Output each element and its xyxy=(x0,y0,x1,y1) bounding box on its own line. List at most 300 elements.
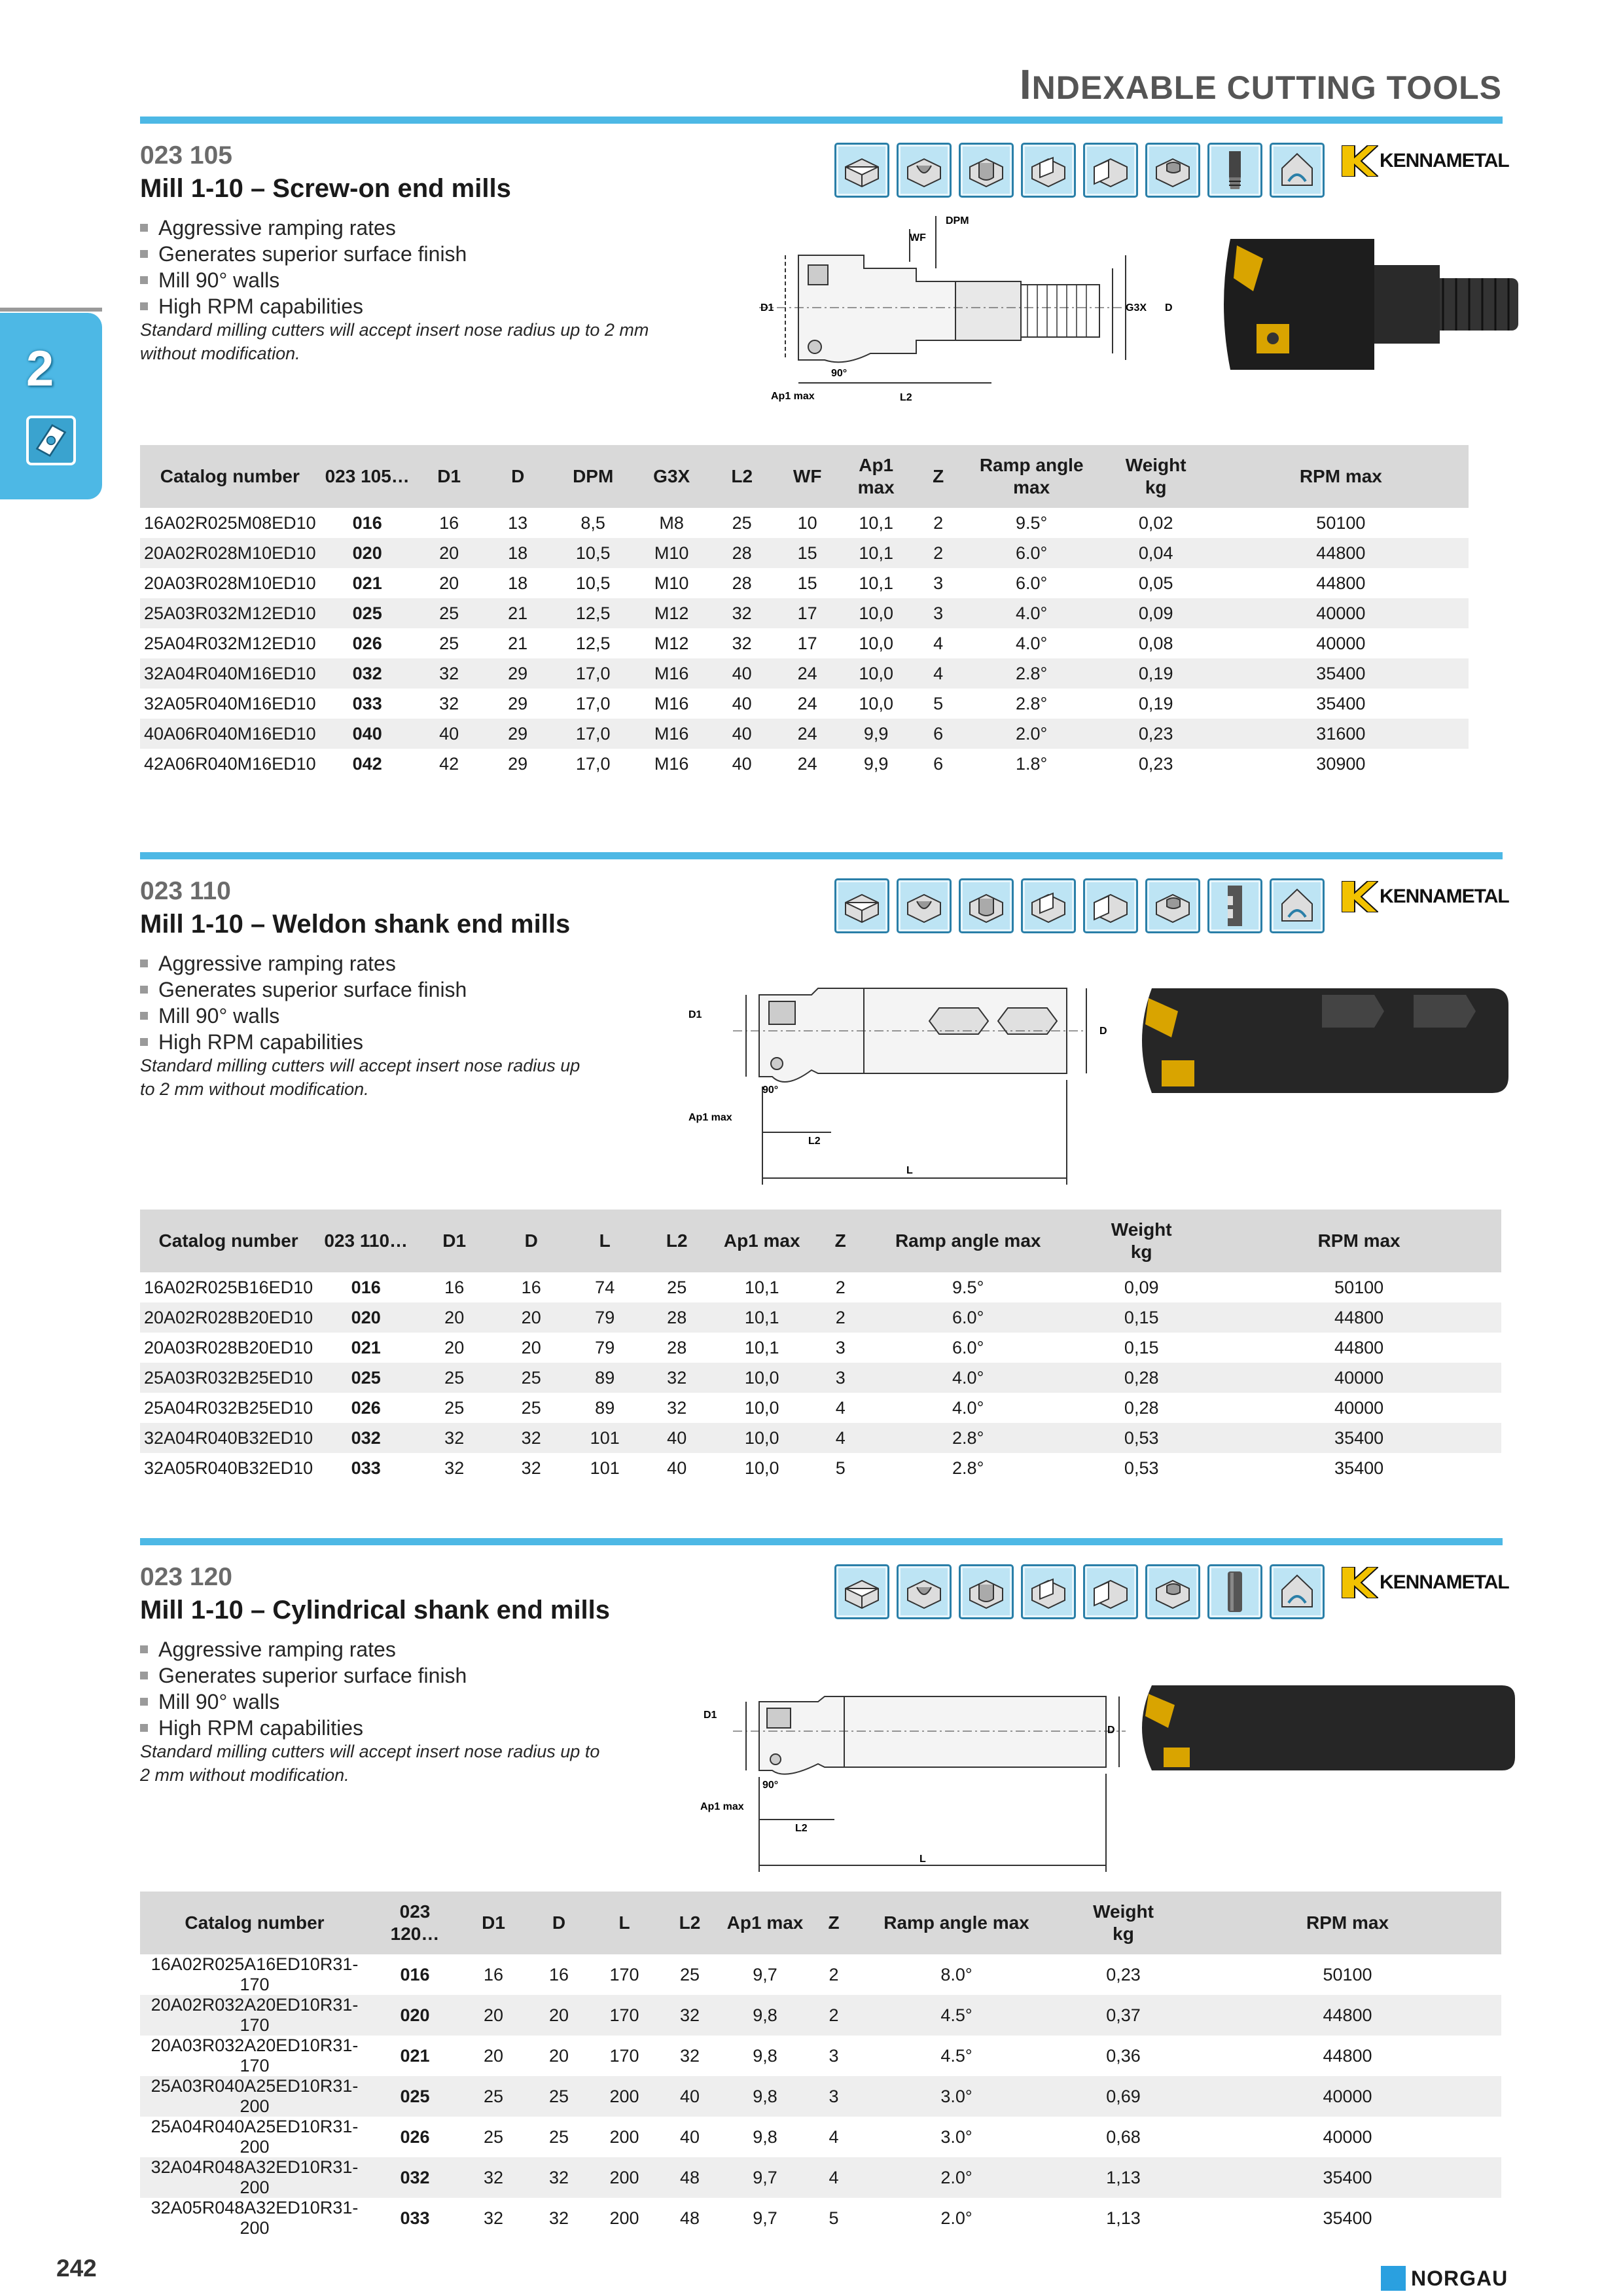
catalog-number-cell: 25A03R040A25ED10R31-200 xyxy=(140,2076,369,2117)
catalog-number-cell: 20A03R028B20ED10 xyxy=(144,1337,313,1357)
table-cell: 32 xyxy=(483,2208,504,2228)
table-cell: M12 xyxy=(654,633,689,653)
table-cell: 0,15 xyxy=(1124,1337,1159,1357)
order-code-cell: 021 xyxy=(352,573,382,593)
table-cell: 29 xyxy=(484,658,552,689)
table-cell: 4 xyxy=(829,2126,839,2147)
table-cell: 12,5 xyxy=(575,633,611,653)
order-code-cell: 042 xyxy=(352,753,382,774)
svg-text:90°: 90° xyxy=(762,1085,779,1096)
order-code-cell: 026 xyxy=(400,2126,430,2147)
table-cell: 9,8 xyxy=(722,1995,808,2036)
svg-text:L: L xyxy=(919,1854,926,1865)
table-cell: 2.8° xyxy=(1016,693,1048,713)
table-cell: 44800 xyxy=(1316,573,1366,593)
table-cell: 3 xyxy=(811,1363,870,1393)
table-cell: 16 xyxy=(444,1277,465,1297)
table-cell: 42 xyxy=(439,753,459,774)
table-cell: 0,28 xyxy=(1066,1363,1217,1393)
application-icons xyxy=(834,878,1325,933)
svg-text:L: L xyxy=(906,1165,913,1176)
face-milling-icon xyxy=(834,878,889,933)
table-row xyxy=(140,1995,1501,2036)
pocketing-icon xyxy=(897,1564,952,1619)
helical-icon xyxy=(1270,878,1325,933)
table-cell: 17 xyxy=(775,598,840,628)
table-cell: 10,0 xyxy=(859,693,893,713)
pocketing-icon xyxy=(897,143,952,198)
svg-text:L2: L2 xyxy=(795,1823,808,1834)
table-cell: 200 xyxy=(592,2076,657,2117)
table-cell: 25 xyxy=(461,2076,526,2117)
face-milling-icon xyxy=(834,143,889,198)
table-cell: 6.0° xyxy=(952,1337,984,1357)
table-cell: 24 xyxy=(797,693,817,713)
shoulder-icon xyxy=(1021,1564,1076,1619)
order-code-cell: 016 xyxy=(351,1277,381,1297)
t-slot-icon xyxy=(1083,878,1138,933)
table-cell: M16 xyxy=(634,719,709,749)
table-cell: 4 xyxy=(933,633,944,653)
table-cell: 9,9 xyxy=(840,719,912,749)
table-cell: 32 xyxy=(415,658,484,689)
table-row xyxy=(140,628,1469,658)
table-cell: 28 xyxy=(641,1302,713,1333)
table-cell: 9,8 xyxy=(722,2076,808,2117)
table-cell: 200 xyxy=(609,2208,639,2228)
table-cell: M16 xyxy=(654,753,689,774)
shoulder-icon xyxy=(1021,143,1076,198)
ramping-icon xyxy=(1145,143,1200,198)
table-cell: 0,69 xyxy=(1053,2076,1194,2117)
table-cell: 32 xyxy=(493,1423,569,1453)
table-cell: 101 xyxy=(590,1458,620,1478)
table-cell: 20 xyxy=(461,1995,526,2036)
table-cell: 25 xyxy=(493,1363,569,1393)
section-code: 023 105 xyxy=(140,141,232,170)
catalog-number-cell: 25A03R032M12ED10 xyxy=(140,598,320,628)
table-cell: 0,09 xyxy=(1124,1277,1159,1297)
table-cell: 0,37 xyxy=(1053,1995,1194,2036)
table-cell: 32 xyxy=(709,598,775,628)
table-cell: 2 xyxy=(829,1964,839,1984)
order-code-cell: 026 xyxy=(351,1397,381,1418)
table-cell: 48 xyxy=(679,2208,700,2228)
table-cell: M8 xyxy=(659,512,684,533)
table-cell: 6 xyxy=(933,753,944,774)
svg-text:Ap1 max: Ap1 max xyxy=(700,1801,744,1812)
table-cell: 200 xyxy=(609,2126,639,2147)
shoulder-icon xyxy=(1021,878,1076,933)
table-cell: 8,5 xyxy=(580,512,605,533)
slotting-icon xyxy=(959,1564,1014,1619)
table-cell: 15 xyxy=(797,573,817,593)
order-code-cell: 021 xyxy=(351,1337,381,1357)
order-code-cell: 026 xyxy=(352,633,382,653)
table-cell: 40 xyxy=(732,753,752,774)
table-cell: 20 xyxy=(415,538,484,568)
table-cell: 1,13 xyxy=(1106,2208,1141,2228)
table-cell: 40 xyxy=(641,1423,713,1453)
table-cell: 29 xyxy=(508,693,528,713)
table-cell: 40000 xyxy=(1194,2076,1501,2117)
table-cell: 35400 xyxy=(1334,1458,1384,1478)
table-cell: 24 xyxy=(775,719,840,749)
table-cell: 32 xyxy=(526,2157,592,2198)
table-cell: 101 xyxy=(569,1423,641,1453)
table-cell: 10,0 xyxy=(744,1458,779,1478)
table-cell: 0,19 xyxy=(1138,693,1173,713)
cylindrical-mill-photo xyxy=(1126,1676,1518,1780)
table-cell: 25 xyxy=(415,1363,493,1393)
table-cell: 21 xyxy=(484,598,552,628)
table-cell: 4 xyxy=(912,658,965,689)
svg-text:D: D xyxy=(1107,1725,1115,1736)
table-cell: 17,0 xyxy=(552,719,634,749)
table-cell: 2.0° xyxy=(940,2208,972,2228)
order-code-cell: 033 xyxy=(351,1458,381,1478)
table-row xyxy=(140,1393,1501,1423)
table-cell: 9.5° xyxy=(952,1277,984,1297)
weldon-shank-icon xyxy=(1207,878,1262,933)
table-cell: 5 xyxy=(835,1458,846,1478)
table-cell: 50100 xyxy=(1334,1277,1384,1297)
table-body xyxy=(140,508,1469,779)
table-cell: 32 xyxy=(444,1458,465,1478)
catalog-number-cell: 32A05R040M16ED10 xyxy=(144,693,316,713)
catalog-number-cell: 16A02R025M08ED10 xyxy=(144,512,316,533)
table-cell: 6.0° xyxy=(870,1302,1066,1333)
table-row xyxy=(140,1302,1501,1333)
chapter-number: 2 xyxy=(26,341,54,397)
table-cell: 0,19 xyxy=(1099,658,1213,689)
table-cell: 30900 xyxy=(1316,753,1366,774)
feature-item: High RPM capabilities xyxy=(140,1715,467,1741)
table-cell: 18 xyxy=(508,573,528,593)
weldon-mill-drawing xyxy=(681,975,1145,1191)
svg-text:90°: 90° xyxy=(831,368,847,379)
order-code-cell: 032 xyxy=(317,1423,415,1453)
feature-item: High RPM capabilities xyxy=(140,1029,467,1055)
order-code-cell: 016 xyxy=(352,512,382,533)
feature-item: Aggressive ramping rates xyxy=(140,1636,467,1662)
table-row xyxy=(140,538,1469,568)
table-cell: 16 xyxy=(548,1964,569,1984)
table-cell: 40 xyxy=(732,693,752,713)
section-divider xyxy=(140,1538,1503,1545)
table-cell: 2.8° xyxy=(870,1423,1066,1453)
table-cell: 20 xyxy=(493,1302,569,1333)
table-cell: 3 xyxy=(808,2076,860,2117)
table-cell: 9,7 xyxy=(753,2208,777,2228)
svg-text:WF: WF xyxy=(910,232,926,243)
table-cell: 0,05 xyxy=(1138,573,1173,593)
table-cell: 35400 xyxy=(1217,1423,1501,1453)
table-cell: 10,0 xyxy=(840,658,912,689)
table-cell: 79 xyxy=(569,1302,641,1333)
helical-icon xyxy=(1270,1564,1325,1619)
table-cell: 28 xyxy=(732,573,752,593)
table-cell: 170 xyxy=(609,2045,639,2066)
table-cell: 50100 xyxy=(1316,512,1366,533)
catalog-number-cell: 25A03R032B25ED10 xyxy=(140,1363,317,1393)
table-cell: 0,23 xyxy=(1138,753,1173,774)
pocketing-icon xyxy=(897,878,952,933)
catalog-number-cell: 25A04R040A25ED10R31-200 xyxy=(151,2117,359,2157)
table-cell: 4 xyxy=(835,1397,846,1418)
table-cell: M10 xyxy=(654,573,689,593)
table-cell: 0,53 xyxy=(1066,1423,1217,1453)
table-row xyxy=(140,2157,1501,2198)
feature-item: Mill 90° walls xyxy=(140,1689,467,1715)
page-header-title: INDEXABLE CUTTING TOOLS xyxy=(1019,61,1502,108)
table-cell: 29 xyxy=(508,753,528,774)
table-cell: 0,15 xyxy=(1066,1302,1217,1333)
table-cell: 31600 xyxy=(1213,719,1469,749)
order-code-cell: 020 xyxy=(317,1302,415,1333)
table-cell: 2.8° xyxy=(952,1458,984,1478)
t-slot-icon xyxy=(1083,143,1138,198)
table-cell: 17 xyxy=(797,633,817,653)
table-cell: 1.8° xyxy=(1016,753,1048,774)
table-cell: 28 xyxy=(709,538,775,568)
svg-text:D1: D1 xyxy=(688,1009,702,1020)
table-cell: 25 xyxy=(526,2076,592,2117)
table-cell: 20 xyxy=(521,1337,541,1357)
order-code-cell: 040 xyxy=(320,719,415,749)
table-cell: 4.0° xyxy=(965,598,1099,628)
table-cell: 25 xyxy=(415,598,484,628)
table-cell: 3.0° xyxy=(940,2126,972,2147)
table-cell: M12 xyxy=(634,598,709,628)
table-cell: 40 xyxy=(667,1458,687,1478)
norgau-logo: NORGAU xyxy=(1381,2266,1508,2291)
table-row xyxy=(140,1453,1501,1483)
order-code-cell: 033 xyxy=(352,693,382,713)
table-cell: 40 xyxy=(709,658,775,689)
ramping-icon xyxy=(1145,1564,1200,1619)
svg-text:D1: D1 xyxy=(760,302,774,314)
face-milling-icon xyxy=(834,1564,889,1619)
table-cell: 200 xyxy=(592,2157,657,2198)
table-cell: 4 xyxy=(811,1423,870,1453)
table-cell: 40000 xyxy=(1213,598,1469,628)
table-cell: 40000 xyxy=(1334,1397,1384,1418)
table-row xyxy=(140,1954,1501,1995)
table-cell: 0,53 xyxy=(1124,1458,1159,1478)
svg-text:G3X: G3X xyxy=(1126,302,1147,314)
table-cell: 40 xyxy=(415,719,484,749)
svg-text:Ap1 max: Ap1 max xyxy=(688,1112,732,1123)
table-cell: 0,08 xyxy=(1138,633,1173,653)
catalog-number-cell: 16A02R025B16ED10 xyxy=(144,1277,313,1297)
catalog-number-cell: 20A02R032A20ED10R31-170 xyxy=(140,1995,369,2036)
table-row xyxy=(140,2117,1501,2157)
order-code-cell: 025 xyxy=(369,2076,461,2117)
table-cell: 8.0° xyxy=(940,1964,972,1984)
table-cell: 20 xyxy=(483,2045,504,2066)
svg-text:DPM: DPM xyxy=(946,215,969,226)
section-title: Mill 1-10 – Cylindrical shank end mills xyxy=(140,1596,611,1624)
table-cell: 32 xyxy=(439,693,459,713)
table-cell: 4.0° xyxy=(952,1397,984,1418)
table-cell: 2 xyxy=(835,1277,846,1297)
table-cell: 16 xyxy=(439,512,459,533)
table-cell: 25 xyxy=(439,633,459,653)
table-cell: 25 xyxy=(732,512,752,533)
feature-list xyxy=(140,215,467,319)
catalog-number-cell: 25A04R032M12ED10 xyxy=(144,633,316,653)
table-cell: 9,7 xyxy=(753,1964,777,1984)
table-cell: 32 xyxy=(732,633,752,653)
table-cell: 0,36 xyxy=(1106,2045,1141,2066)
table-cell: 10,0 xyxy=(859,633,893,653)
table-cell: 44800 xyxy=(1323,2045,1372,2066)
table-cell: 4.0° xyxy=(870,1363,1066,1393)
cylindrical-mill-drawing xyxy=(687,1682,1132,1878)
page-number: 242 xyxy=(56,2255,97,2282)
table-cell: 25 xyxy=(667,1277,687,1297)
feature-list xyxy=(140,1636,467,1741)
table-cell: 25 xyxy=(679,1964,700,1984)
application-icons xyxy=(834,1564,1325,1619)
table-row xyxy=(140,1363,1501,1393)
table-cell: 0,68 xyxy=(1106,2126,1141,2147)
table-cell: 2.0° xyxy=(860,2157,1053,2198)
table-cell: 6.0° xyxy=(1016,573,1048,593)
table-cell: 170 xyxy=(592,1995,657,2036)
catalog-number-cell: 20A03R032A20ED10R31-170 xyxy=(151,2036,359,2075)
catalog-number-cell: 32A05R040B32ED10 xyxy=(144,1458,313,1478)
svg-text:Ap1 max: Ap1 max xyxy=(771,391,815,402)
feature-item: Aggressive ramping rates xyxy=(140,950,467,977)
feature-item: High RPM capabilities xyxy=(140,293,467,319)
table-cell: 4.5° xyxy=(940,2045,972,2066)
table-row xyxy=(140,598,1469,628)
insert-note: Standard milling cutters will accept insert nose radius up to 2 mm without modification. xyxy=(140,1056,580,1099)
table-cell: 40 xyxy=(709,719,775,749)
table-cell: 44800 xyxy=(1213,538,1469,568)
table-cell: 13 xyxy=(508,512,528,533)
feature-item: Aggressive ramping rates xyxy=(140,215,467,241)
table-row xyxy=(140,719,1469,749)
table-cell: 40 xyxy=(657,2076,722,2117)
table-cell: 2 xyxy=(912,538,965,568)
table-cell: 10 xyxy=(797,512,817,533)
table-cell: 9,8 xyxy=(753,2045,777,2066)
table-cell: 10,1 xyxy=(859,512,893,533)
section-code: 023 120 xyxy=(140,1563,232,1591)
ramping-icon xyxy=(1145,878,1200,933)
table-cell: 20 xyxy=(548,2045,569,2066)
table-cell: 44800 xyxy=(1334,1337,1384,1357)
table-row xyxy=(140,568,1469,598)
table-cell: 2 xyxy=(811,1302,870,1333)
catalog-number-cell: 32A04R048A32ED10R31-200 xyxy=(140,2157,369,2198)
table-cell: 4.5° xyxy=(860,1995,1053,2036)
table-row xyxy=(140,689,1469,719)
table-cell: 5 xyxy=(829,2208,839,2228)
table-cell: 29 xyxy=(484,719,552,749)
kennametal-logo: KENNAMETAL xyxy=(1342,1567,1509,1598)
application-icons xyxy=(834,143,1325,198)
catalog-number-cell: 32A05R048A32ED10R31-200 xyxy=(151,2198,359,2238)
table-cell: 25 xyxy=(521,1397,541,1418)
table-cell: 35400 xyxy=(1213,658,1469,689)
table-cell: 24 xyxy=(775,658,840,689)
order-code-cell: 033 xyxy=(400,2208,430,2228)
table-cell: 4 xyxy=(808,2157,860,2198)
order-code-cell: 021 xyxy=(400,2045,430,2066)
catalog-number-cell: 20A02R028M10ED10 xyxy=(140,538,320,568)
table-cell: 12,5 xyxy=(552,598,634,628)
feature-list xyxy=(140,950,467,1055)
table-cell: 25 xyxy=(483,2126,504,2147)
table-cell: 10,1 xyxy=(744,1337,779,1357)
table-body xyxy=(140,1954,1501,2238)
catalog-number-cell: 42A06R040M16ED10 xyxy=(144,753,316,774)
side-tab-divider xyxy=(0,308,102,312)
table-cell: 0,02 xyxy=(1138,512,1173,533)
table-cell: 10,1 xyxy=(840,538,912,568)
table-cell: 25 xyxy=(548,2126,569,2147)
table-cell: 2 xyxy=(933,512,944,533)
table-row xyxy=(140,508,1469,538)
feature-item: Mill 90° walls xyxy=(140,267,467,293)
table-cell: 21 xyxy=(508,633,528,653)
svg-text:D: D xyxy=(1165,302,1173,314)
slotting-icon xyxy=(959,143,1014,198)
insert-note: Standard milling cutters will accept insert nose radius up to 2 mm without modification. xyxy=(140,320,649,363)
section-divider xyxy=(140,852,1503,859)
table-cell: 48 xyxy=(657,2157,722,2198)
table-cell: 10,0 xyxy=(713,1363,811,1393)
table-row xyxy=(140,658,1469,689)
table-cell: 32 xyxy=(415,1423,493,1453)
feature-item: Mill 90° walls xyxy=(140,1003,467,1029)
table-cell: 32 xyxy=(679,2045,700,2066)
catalog-number-cell: 20A02R028B20ED10 xyxy=(140,1302,317,1333)
table-cell: 2 xyxy=(808,1995,860,2036)
table-cell: 20 xyxy=(444,1337,465,1357)
table-cell: M10 xyxy=(634,538,709,568)
kennametal-logo: KENNAMETAL xyxy=(1342,145,1509,177)
feature-item: Generates superior surface finish xyxy=(140,977,467,1003)
table-cell: 6.0° xyxy=(965,538,1099,568)
table-cell: 89 xyxy=(595,1397,615,1418)
table-cell: 89 xyxy=(569,1363,641,1393)
weldon-mill-photo xyxy=(1126,975,1512,1106)
table-cell: 10,1 xyxy=(859,573,893,593)
table-cell: 5 xyxy=(933,693,944,713)
slotting-icon xyxy=(959,878,1014,933)
table-cell: 20 xyxy=(415,1302,493,1333)
table-cell: 20 xyxy=(526,1995,592,2036)
table-cell: 79 xyxy=(595,1337,615,1357)
spec-table-023-110: Catalog number 023 110… D1 D L L2 Ap1 max Z Ramp angle max Weight kg RPM max 16A02R025B16ED10 016 16 16 74 25 10,1 2 9.5° 0,09 50100 20A02R028B20ED10 020 20 20 79 28 10,1 2 6.0° 0,15 44800 20A03R028B20ED10 021 20 20 79 28 10,1 3 6.0° 0,15 44800 25A03R032B25ED10 025 25 25 89 32 10,0 3 4.0° 0,28 40000 25A04R032B25ED10 026 25 25 89 32 10,0 4 4.0° 0,28 40000 32A04R040B32ED10 032 32 32 101 40 10,0 4 2.8° 0,53 35400 32A05R040B32ED10 033 32 32 101 40 10,0 5 2.8° 0,53 35400 xyxy=(140,1210,1501,1483)
table-cell: 3 xyxy=(912,598,965,628)
table-cell: 170 xyxy=(609,1964,639,1984)
table-cell: 44800 xyxy=(1217,1302,1501,1333)
table-cell: 1,13 xyxy=(1053,2157,1194,2198)
feature-item: Generates superior surface finish xyxy=(140,1662,467,1689)
table-row xyxy=(140,2198,1501,2238)
section-title: Mill 1-10 – Weldon shank end mills xyxy=(140,910,571,939)
catalog-number-cell: 32A04R040M16ED10 xyxy=(140,658,320,689)
table-cell: 3.0° xyxy=(860,2076,1053,2117)
catalog-number-cell: 32A04R040B32ED10 xyxy=(140,1423,317,1453)
table-cell: 17,0 xyxy=(575,753,611,774)
